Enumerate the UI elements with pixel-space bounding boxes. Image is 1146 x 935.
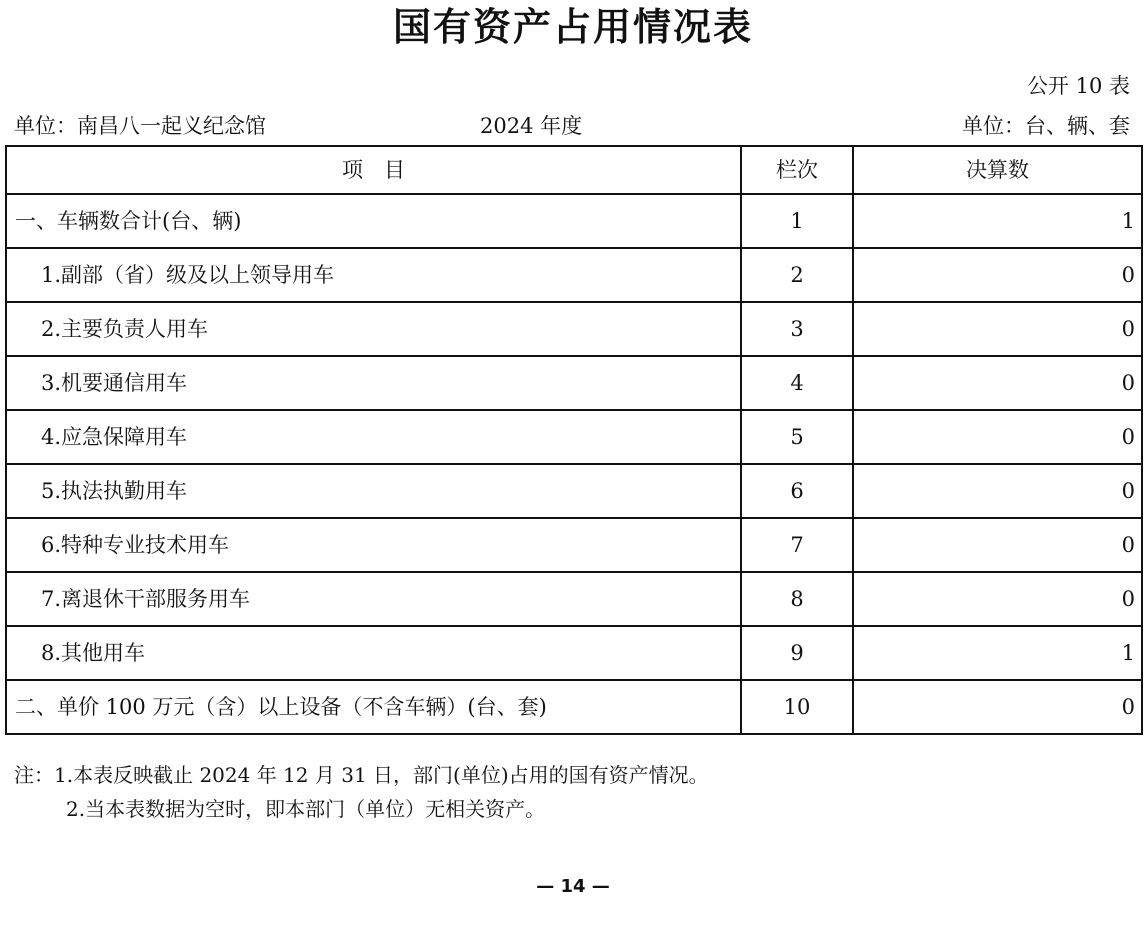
table-row — [6, 680, 1142, 734]
meta-row — [14, 112, 1130, 140]
row-line-no: 10 — [741, 680, 853, 734]
row-item: 1.副部（省）级及以上领导用车 — [6, 248, 741, 302]
row-item: 6.特种专业技术用车 — [6, 518, 741, 572]
reporting-unit: 单位：南昌八一起义纪念馆 — [14, 114, 266, 138]
row-value: 0 — [853, 410, 1142, 464]
row-value: 0 — [853, 518, 1142, 572]
table-row — [6, 410, 1142, 464]
asset-table — [5, 145, 1143, 735]
row-line-no: 1 — [741, 194, 853, 248]
table-row — [6, 356, 1142, 410]
row-line-no: 9 — [741, 626, 853, 680]
measure-unit: 单位：台、辆、套 — [962, 114, 1130, 138]
header-final-value: 决算数 — [853, 146, 1142, 194]
row-value: 0 — [853, 680, 1142, 734]
page-title: 国有资产占用情况表 — [392, 5, 753, 49]
row-item: 4.应急保障用车 — [6, 410, 741, 464]
row-item: 8.其他用车 — [6, 626, 741, 680]
row-line-no: 5 — [741, 410, 853, 464]
row-item: 5.执法执勤用车 — [6, 464, 741, 518]
row-value: 0 — [853, 356, 1142, 410]
row-value: 1 — [853, 194, 1142, 248]
row-item: 二、单价 100 万元（含）以上设备（不含车辆）(台、套) — [6, 680, 741, 734]
row-line-no: 3 — [741, 302, 853, 356]
table-row — [6, 248, 1142, 302]
row-item: 一、车辆数合计(台、辆) — [6, 194, 741, 248]
table-row — [6, 626, 1142, 680]
row-item: 2.主要负责人用车 — [6, 302, 741, 356]
row-line-no: 4 — [741, 356, 853, 410]
row-line-no: 8 — [741, 572, 853, 626]
table-row — [6, 464, 1142, 518]
form-number: 公开 10 表 — [1026, 74, 1130, 98]
row-value: 0 — [853, 464, 1142, 518]
row-value: 1 — [853, 626, 1142, 680]
table-header-row — [6, 146, 1142, 194]
row-line-no: 2 — [741, 248, 853, 302]
row-item: 3.机要通信用车 — [6, 356, 741, 410]
table-row — [6, 302, 1142, 356]
header-item: 项 目 — [6, 146, 741, 194]
row-value: 0 — [853, 302, 1142, 356]
table-row — [6, 572, 1142, 626]
footnotes — [14, 758, 709, 826]
row-value: 0 — [853, 248, 1142, 302]
row-value: 0 — [853, 572, 1142, 626]
table-row — [6, 518, 1142, 572]
row-line-no: 7 — [741, 518, 853, 572]
table-row — [6, 194, 1142, 248]
footnote-2: 2.当本表数据为空时，即本部门（单位）无相关资产。 — [66, 797, 546, 821]
header-line-no: 栏次 — [741, 146, 853, 194]
row-line-no: 6 — [741, 464, 853, 518]
page-number: — 14 — — [536, 876, 610, 897]
footnote-1: 注：1.本表反映截止 2024 年 12 月 31 日，部门(单位)占用的国有资产情况。 — [14, 763, 709, 787]
fiscal-year: 2024 年度 — [480, 114, 583, 138]
row-item: 7.离退休干部服务用车 — [6, 572, 741, 626]
